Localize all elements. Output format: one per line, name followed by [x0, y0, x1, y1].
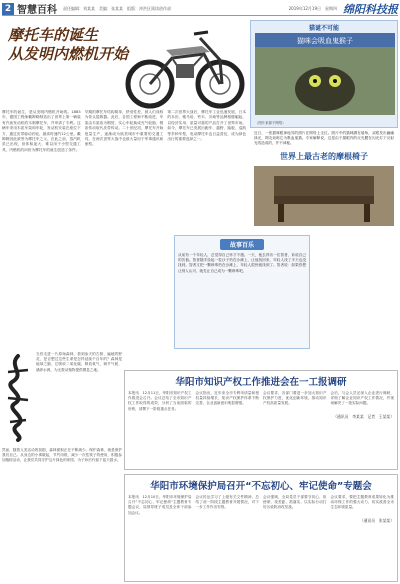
frog-box-title: 猫谜不可能	[308, 25, 339, 32]
story-label: 故事百乐	[220, 239, 264, 250]
env-col-1: 本报讯 12月10日，华阳市环境保护局召开“不忘初心、牢记使命”主题教育专题会议，局领导班子成员及全体干部参加会议。	[128, 495, 192, 515]
ip-col-3: 会议要求，各部门要进一步加大知识产权保护力度，优化创新环境，推动知识产权高质量发展。	[263, 391, 327, 406]
chair-photo	[254, 166, 394, 226]
env-col-3: 会议强调，全局党员干部要守初心、担使命，找差距、抓落实，以实际行动打好污染防治攻坚战。	[263, 495, 327, 510]
page-header	[2, 2, 398, 16]
env-article	[124, 474, 398, 582]
ip-col-1: 本报讯 12月11日，华阳市知识产权工作推进会召开。会议总结了全市知识产权工作取得的成效，分析了当前面临的形势，部署下一阶段重点任务。	[128, 391, 192, 411]
ip-article-signature: （通讯员 李某某 记者 王某某）	[333, 413, 394, 419]
newspaper-brand: 绵阳科技报	[343, 2, 398, 16]
frog-photo-box	[250, 20, 398, 128]
article-col-3: 第二次世界大战后，摩托车工业迅速发展，日本的本田、雅马哈、铃木、川崎等品牌相继崛起，以经济实用、质量可靠的产品打开了世界市场。如今，摩托车已发展出跑车、越野、踏板、巡航等多种车型，电动摩托车也日益普及，成为绿色出行的重要选择之一。	[167, 110, 247, 142]
env-article-signature: （通讯员 张某某）	[359, 517, 394, 523]
guinness-title: 世界上最古老的摩根椅子	[280, 151, 368, 161]
ip-col-4: 会后，与会人员还深入企业进行调研，详细了解企业知识产权工作情况，并现场解决了一批实际问题。	[330, 391, 394, 406]
ip-article	[124, 370, 398, 470]
photo-caption: （图片来源于网络）	[255, 121, 286, 125]
ip-article-title: 华阳市知识产权工作推进会在一工报调研	[175, 377, 347, 388]
motorcycle-illustration	[122, 20, 246, 112]
article-col-1: 摩托车的诞生，是从发明内燃机开始的。1885年，德国工程师戴姆勒制造出了世界上第一辆装有汽油发动机的木制摩托车，并申请了专利。这辆车采用木质车架和车轮，发动机安装在座位下方，通过皮带驱动后轮，最高时速约12公里。戴姆勒因此被誉为摩托车之父。在此之前，蒸汽机虽已出现，但体积庞大，难以用于小型交通工具，内燃机的问世为摩托车的诞生创造了条件。	[2, 110, 81, 152]
story-box	[174, 235, 310, 349]
calligraphy-title-image	[2, 352, 34, 442]
ip-article-body	[128, 391, 394, 412]
cat-photo-label: 猫咪会吸血鬼猴子	[297, 37, 353, 45]
env-article-body	[128, 495, 394, 516]
lower-left-bottom-text: 然而，随着人类活动的加剧，森林面积正在不断减少。保护森林，就是保护我们自己。从身边的小事做起，节约用纸，减少一次性筷子的使用，积极参加植树活动，让我们共同守护这片绿色的家园，为子孙后代留下蓝天碧水。	[2, 448, 122, 463]
lower-left-article	[2, 352, 122, 582]
header-date: 2019年12月19日 星期四	[288, 5, 337, 11]
section-name: 智慧百科	[17, 5, 57, 16]
story-header	[178, 239, 306, 250]
story-text: 从前有一个年轻人，总觉得自己怀才不遇。一天，他去拜访一位智者，诉说自己的苦恼。智者随手捡起一粒沙子扔在沙滩上，让他找回来，年轻人找了半天也没找到。智者又把一颗珍珠扔在沙滩上，年轻人很快就找到了。智者说：如果你想让别人认可，就先让自己成为一颗珍珠吧。	[178, 253, 306, 273]
lower-left-text: 当你走进一片原始森林，看到参天的古树、遍地的野花，是否想过这些生命是怎样延续千百年的？森林是地球之肺，它吸收二氧化碳，释放氧气，调节气候，涵养水源，为无数动植物提供栖息之地。	[36, 352, 122, 372]
article-title-line2: 从发明内燃机开始	[8, 45, 129, 63]
cat-photo	[255, 33, 395, 115]
header-meta: 责任编辑：刘某某 美编：张某某 组版：冲洪区阅读创作部	[63, 5, 171, 11]
ip-col-2: 会议指出，近年来全市专利申请量和授权量持续增长，知识产权保护体系不断完善，企业创新意识明显增强。	[195, 391, 259, 406]
env-article-title: 华阳市环境保护局召开“不忘初心、牢记使命”专题会	[150, 481, 372, 492]
page-number: 2	[2, 3, 14, 15]
guinness-intro: 近日，一张猫咪眼神诡异的照片在网络上走红。照片中的猫咪蹲在墙角，双眼发出幽幽绿光，网友戏称它为吸血鬼猫。专家解释说，这是由于猫眼内的反光膜在闪光灯下反射光线造成的，并不神秘。	[254, 131, 394, 146]
article-col-2: 早期的摩托车结构简单，舒适性差，被人们戏称为骨头摇散器。此后，各国工程师不断改进，车架由木质改为钢管，实心车轮换成充气轮胎，链条传动取代皮带传动。二十世纪初，摩托车开始批量生产，逐渐成为欧美城市中重要的交通工具，在两次世界大战中也被大量用于军事通讯和侦察。	[84, 110, 164, 147]
article-title-area	[2, 20, 246, 110]
article-title	[8, 26, 128, 64]
env-col-4: 会议要求，要把主题教育成果转化为推动环保工作的强大动力，切实改善全市生态环境质量。	[330, 495, 394, 510]
env-col-2: 会议传达学习了上级有关文件精神，总结了前一阶段主题教育开展情况，对下一步工作作出安排。	[195, 495, 259, 510]
article-title-line1: 摩托车的诞生	[8, 26, 99, 44]
